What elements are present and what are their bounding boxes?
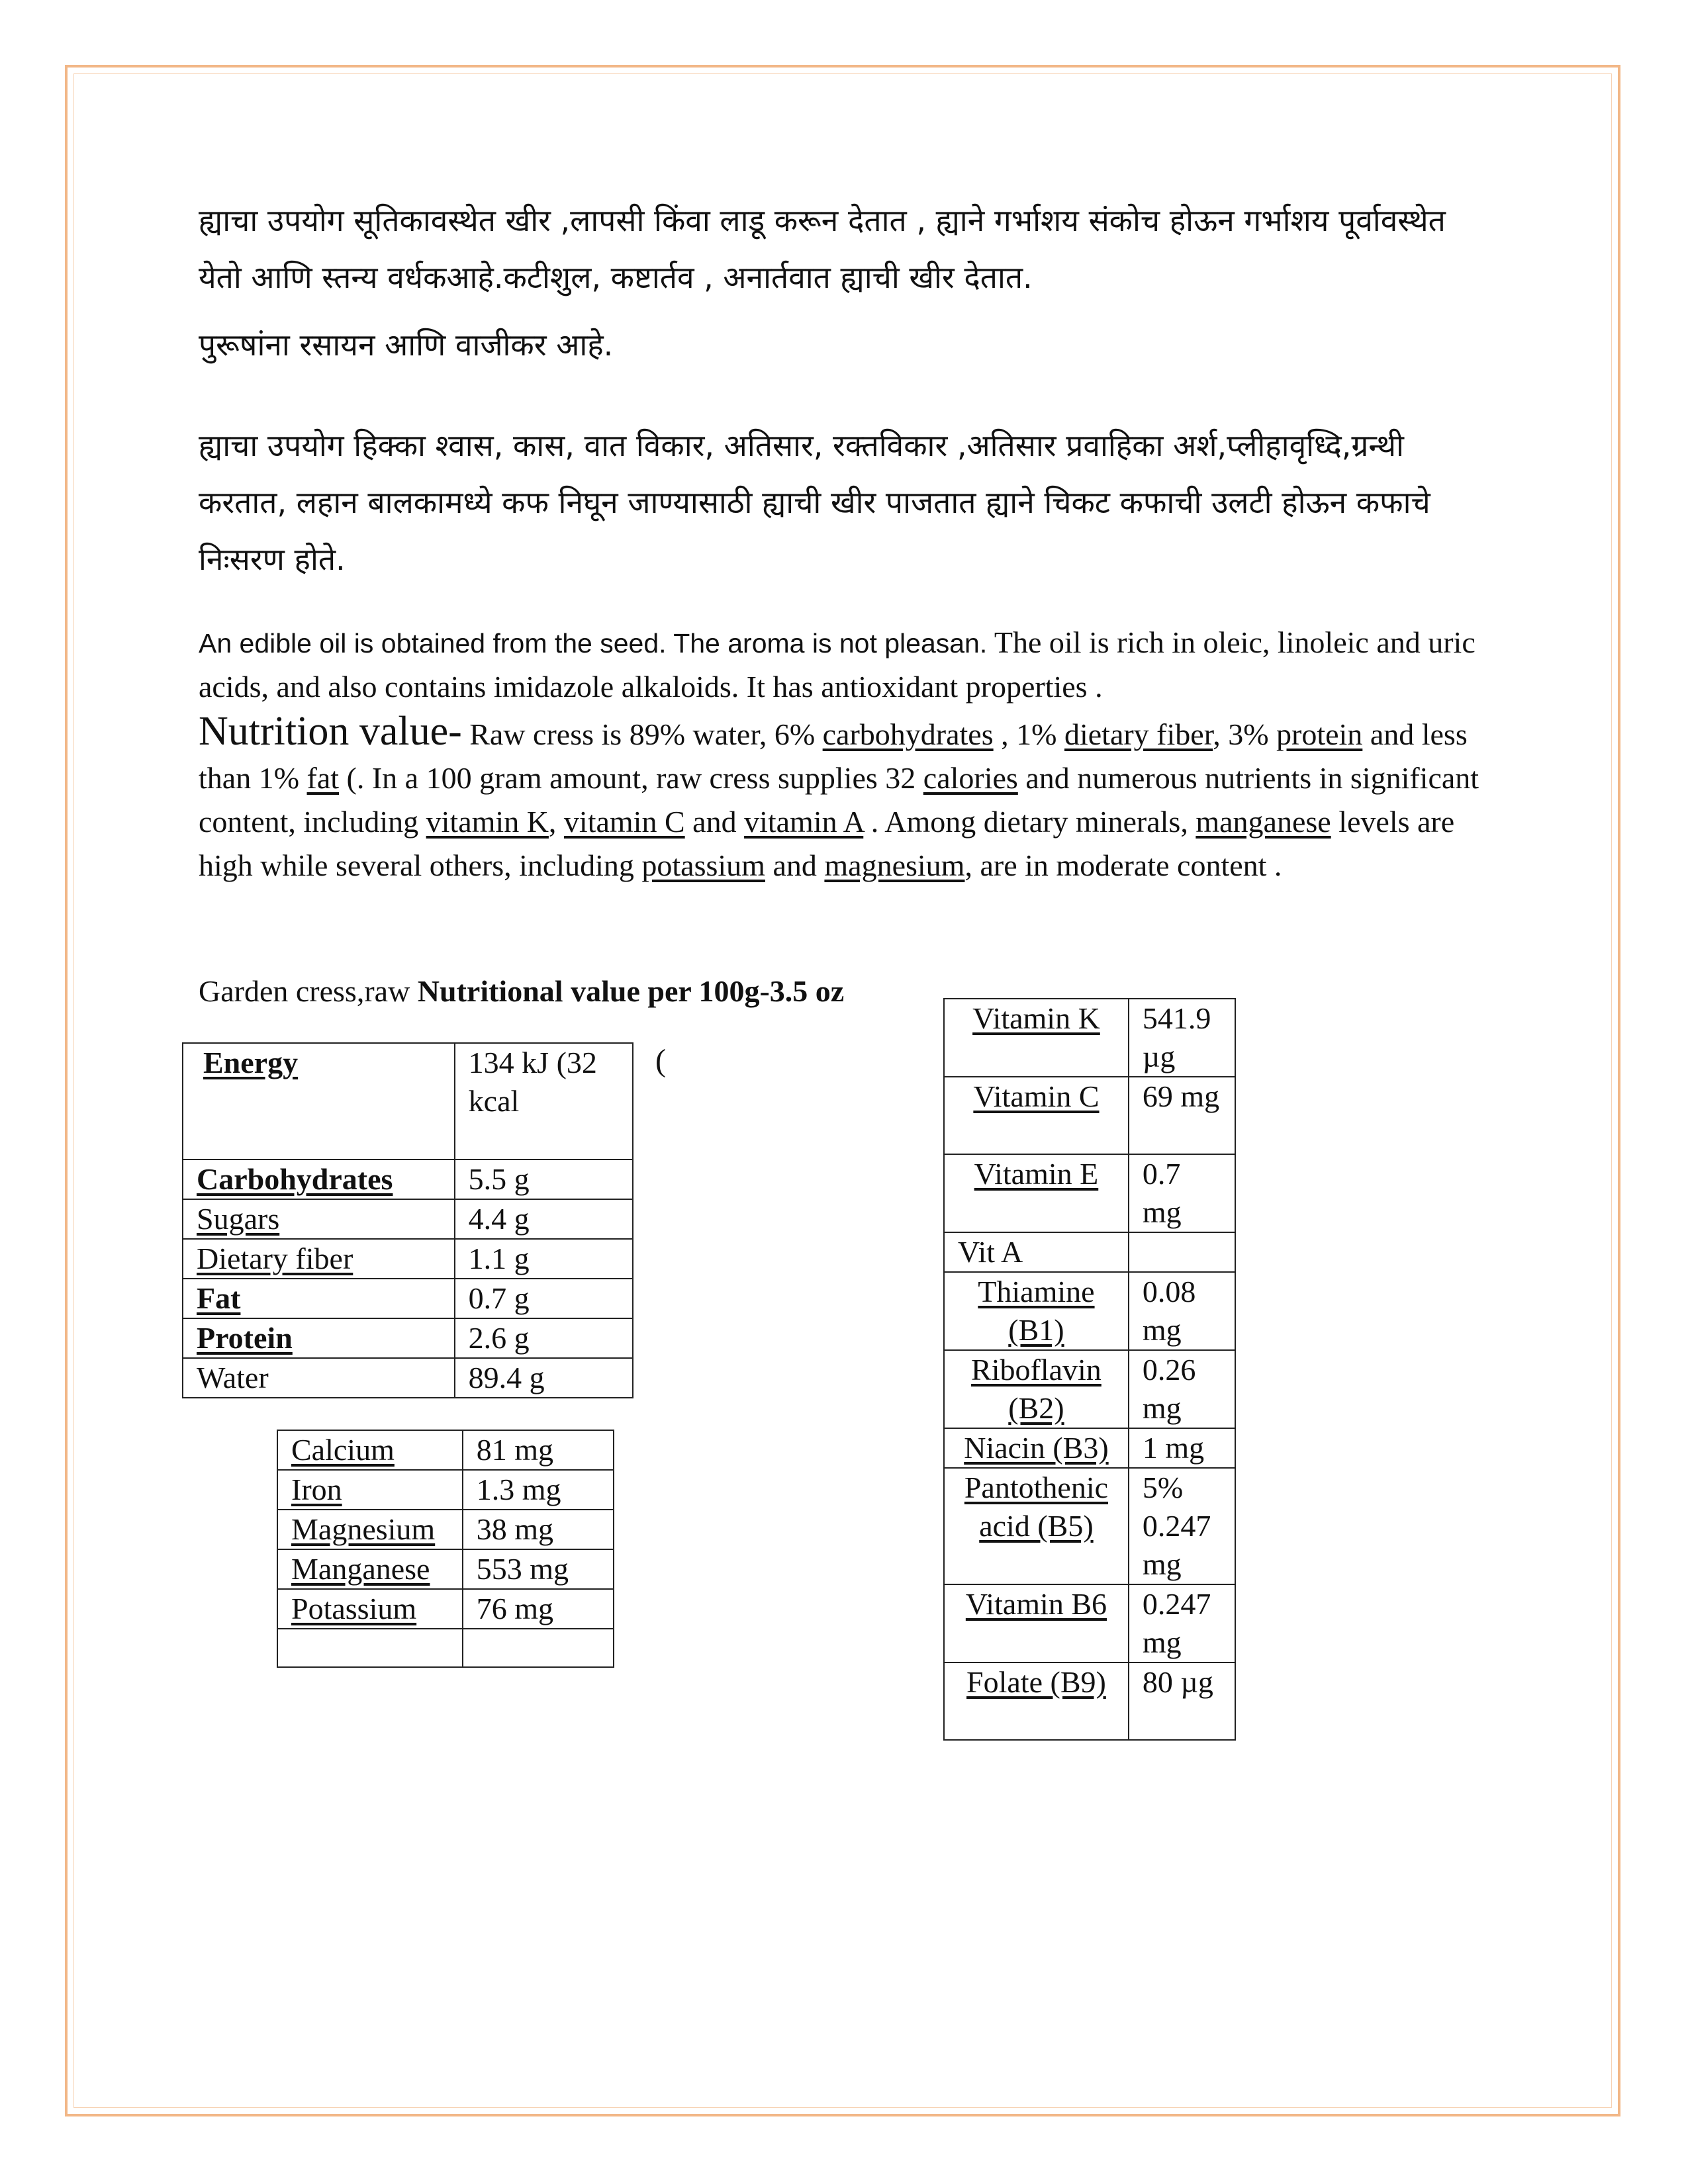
nv-text: and numerous nutrients in significant content, including: [199, 761, 1479, 839]
mineral-value: 1.3 mg: [463, 1470, 614, 1510]
table-row: [277, 1510, 614, 1549]
oil-rest-text: The oil is rich in oleic, linoleic and uric acids, and also contains imidazole alkaloids. It has antioxidant properties .: [199, 625, 1476, 704]
table-row: [277, 1629, 614, 1667]
link-potassium[interactable]: potassium: [641, 848, 765, 882]
table-row: [277, 1549, 614, 1589]
link-magnesium[interactable]: magnesium: [824, 848, 965, 882]
macro-table: [182, 1042, 633, 1398]
macro-value: 89.4 g: [455, 1358, 633, 1398]
vitamin-label: Vit A: [944, 1232, 1129, 1272]
table-row: [183, 1239, 633, 1279]
table-row: [944, 1077, 1235, 1154]
vitamin-value: 1 mg: [1129, 1428, 1235, 1468]
table-row: [183, 1043, 633, 1160]
mineral-label: [277, 1629, 463, 1667]
table-row: [277, 1470, 614, 1510]
mineral-label[interactable]: Calcium: [277, 1430, 463, 1470]
table-caption-plain: Garden cress,raw: [199, 974, 418, 1008]
oil-lead-text: An edible oil is obtained from the seed. The aroma is not pleasan.: [199, 628, 988, 659]
link-carbohydrates[interactable]: carbohydrates: [822, 717, 994, 751]
nv-text: . Among dietary minerals,: [863, 805, 1196, 839]
table-caption: [199, 970, 927, 1013]
nv-text: and less than 1%: [199, 717, 1468, 795]
macro-label[interactable]: Protein: [183, 1318, 455, 1358]
marathi-paragraph-2: पुरूषांना रसायन आणि वाजीकर आहे.: [199, 327, 614, 363]
nv-text: and: [684, 805, 745, 839]
vitamin-value: 5% 0.247 mg: [1129, 1468, 1235, 1584]
table-row: [183, 1160, 633, 1199]
vitamin-label[interactable]: Folate (B9): [944, 1662, 1129, 1740]
link-vitamin-k[interactable]: vitamin K: [426, 805, 549, 839]
mineral-value: 76 mg: [463, 1589, 614, 1629]
vitamin-value: [1129, 1232, 1235, 1272]
mineral-value: 38 mg: [463, 1510, 614, 1549]
macro-value: 2.6 g: [455, 1318, 633, 1358]
mineral-value: [463, 1629, 614, 1667]
link-vitamin-c[interactable]: vitamin C: [563, 805, 685, 839]
vitamin-table: [943, 998, 1236, 1741]
nv-text: , 1%: [993, 717, 1064, 751]
table-row: [944, 1662, 1235, 1740]
table-row: [277, 1589, 614, 1629]
table-row: [944, 1428, 1235, 1468]
macro-label[interactable]: Carbohydrates: [183, 1160, 455, 1199]
table-row: [183, 1199, 633, 1239]
mineral-label[interactable]: Magnesium: [277, 1510, 463, 1549]
vitamin-label[interactable]: Vitamin K: [944, 999, 1129, 1077]
macro-value: 134 kJ (32 kcal: [455, 1043, 633, 1160]
energy-link[interactable]: Energy: [203, 1046, 299, 1079]
table-row: [183, 1318, 633, 1358]
table-row: [944, 1584, 1235, 1662]
vitamin-value: 0.7 mg: [1129, 1154, 1235, 1232]
marathi-paragraph-3: ह्याचा उपयोग हिक्का श्वास, कास, वात विकार, अतिसार, रक्तविकार ,अतिसार प्रवाहिका अर्श,प्लीहावृध्दि,ग्रन्थी करतात, लहान बालकामध्ये कफ निघून जाण्यासाठी ह्याची खीर पाजतात ह्याने चिकट कफाची उलटी होऊन कफाचे निःसरण होते.: [199, 428, 1430, 577]
nv-text: (. In a 100 gram amount, raw cress supplies 32: [339, 761, 923, 795]
macro-label: Water: [183, 1358, 455, 1398]
vitamin-value: 0.08 mg: [1129, 1272, 1235, 1350]
link-vitamin-a[interactable]: vitamin A: [744, 805, 864, 839]
table-row: [944, 1154, 1235, 1232]
vitamin-label[interactable]: Riboflavin (B2): [944, 1350, 1129, 1428]
table-row: [183, 1358, 633, 1398]
stray-parenthesis: (: [655, 1043, 666, 1078]
nv-text: levels are high while several others, including: [199, 805, 1455, 882]
vitamin-label[interactable]: Vitamin E: [944, 1154, 1129, 1232]
vitamin-value: 69 mg: [1129, 1077, 1235, 1154]
macro-value: 0.7 g: [455, 1279, 633, 1318]
macro-label[interactable]: Dietary fiber: [183, 1239, 455, 1279]
vitamin-value: 541.9 µg: [1129, 999, 1235, 1077]
oil-paragraph: [199, 621, 1496, 709]
table-row: [944, 999, 1235, 1077]
table-row: [944, 1468, 1235, 1584]
vitamin-label[interactable]: Vitamin C: [944, 1077, 1129, 1154]
mineral-table: [277, 1430, 614, 1668]
macro-label[interactable]: Sugars: [183, 1199, 455, 1239]
table-row: [944, 1232, 1235, 1272]
link-fat[interactable]: fat: [306, 761, 340, 795]
table-row: [944, 1272, 1235, 1350]
vitamin-value: 0.247 mg: [1129, 1584, 1235, 1662]
table-row: [944, 1350, 1235, 1428]
vitamin-value: 80 µg: [1129, 1662, 1235, 1740]
nv-text: ,: [548, 805, 564, 839]
macro-value: 4.4 g: [455, 1199, 633, 1239]
link-dietary-fiber[interactable]: dietary fiber: [1064, 717, 1213, 751]
nutrition-paragraph: [199, 709, 1496, 887]
mineral-value: 553 mg: [463, 1549, 614, 1589]
marathi-paragraph-1: ह्याचा उपयोग सूतिकावस्थेत खीर ,लापसी किंवा लाडू करून देतात , ह्याने गर्भाशय संकोच होऊन गर्भाशय पूर्वावस्थेत येतो आणि स्तन्य वर्धकआहे.कटीशुल, कष्टार्तव , अनार्तवात ह्याची खीर देतात.: [199, 203, 1446, 295]
mineral-label[interactable]: Iron: [277, 1470, 463, 1510]
nv-text: , are in moderate content .: [964, 848, 1282, 882]
macro-value: 1.1 g: [455, 1239, 633, 1279]
macro-value: 5.5 g: [455, 1160, 633, 1199]
table-row: [277, 1430, 614, 1470]
nutrition-heading: Nutrition value-: [199, 709, 462, 754]
link-calories[interactable]: calories: [923, 761, 1018, 795]
mineral-value: 81 mg: [463, 1430, 614, 1470]
vitamin-label[interactable]: Thiamine (B1): [944, 1272, 1129, 1350]
vitamin-label[interactable]: Niacin (B3): [944, 1428, 1129, 1468]
table-caption-bold: Nutritional value per 100g-3.5 oz: [417, 974, 845, 1008]
nv-text: Raw cress is 89% water, 6%: [461, 717, 823, 751]
mineral-label[interactable]: Manganese: [277, 1549, 463, 1589]
vitamin-label[interactable]: Vitamin B6: [944, 1584, 1129, 1662]
table-row: [183, 1279, 633, 1318]
nv-text: and: [765, 848, 825, 882]
link-manganese[interactable]: manganese: [1196, 805, 1331, 839]
macro-label[interactable]: Fat: [183, 1279, 455, 1318]
macro-label-energy: [183, 1043, 455, 1160]
nv-text: , 3%: [1213, 717, 1277, 751]
vitamin-value: 0.26 mg: [1129, 1350, 1235, 1428]
link-protein[interactable]: protein: [1276, 717, 1363, 751]
mineral-label[interactable]: Potassium: [277, 1589, 463, 1629]
vitamin-label[interactable]: Pantothenic acid (B5): [944, 1468, 1129, 1584]
